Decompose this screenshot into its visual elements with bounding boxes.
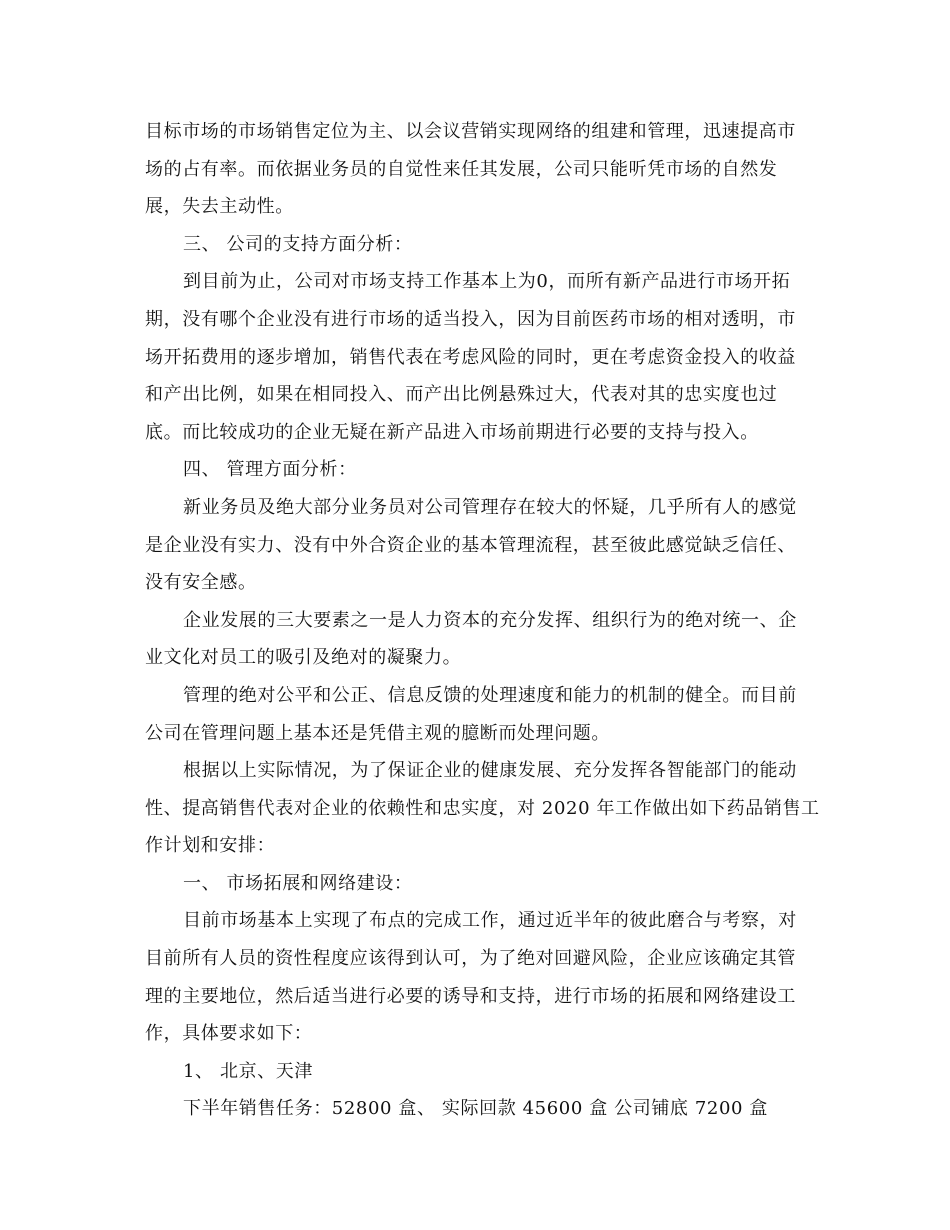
- text-line: 没有安全感。: [145, 572, 257, 594]
- text-line: 目标市场的市场销售定位为主、以会议营销实现网络的组建和管理，迅速提高市: [145, 121, 796, 142]
- text-line: 目前所有人员的资性程度应该得到认可，为了绝对回避风险，企业应该确定其管: [145, 948, 796, 970]
- text-line: 展，失去主动性。: [145, 196, 294, 218]
- section-heading-market-expansion: 一、 市场拓展和网络建设：: [183, 872, 413, 894]
- text-line: 性、提高销售代表对企业的依赖性和忠实度，对 2020 年工作做出如下药品销售工: [145, 797, 820, 819]
- text-line: 理的主要地位，然后适当进行必要的诱导和支持，进行市场的拓展和网络建设工: [145, 985, 796, 1007]
- text-line: 公司在管理问题上基本还是凭借主观的臆断而处理问题。: [145, 722, 610, 744]
- text-line: 作计划和安排：: [145, 835, 276, 857]
- text-line: 管理的绝对公平和公正、信息反馈的处理速度和能力的机制的健全。而目前: [183, 684, 797, 706]
- text-line: 期，没有哪个企业没有进行市场的适当投入，因为目前医药市场的相对透明，市: [145, 308, 796, 330]
- text-line: 底。而比较成功的企业无疑在新产品进入市场前期进行必要的支持与投入。: [145, 421, 759, 443]
- section-heading-support: 三、 公司的支持方面分析：: [183, 233, 413, 255]
- document-body: [145, 113, 820, 1128]
- text-line: 新业务员及绝大部分业务员对公司管理存在较大的怀疑，几乎所有人的感觉: [183, 496, 797, 518]
- subsection-heading-beijing-tianjin: 1、 北京、天津: [183, 1060, 313, 1082]
- text-line: 企业发展的三大要素之一是人力资本的充分发挥、组织行为的绝对统一、企: [183, 609, 797, 631]
- text-line: 目前市场基本上实现了布点的完成工作，通过近半年的彼此磨合与考察，对: [183, 910, 797, 932]
- section-heading-management: 四、 管理方面分析：: [183, 459, 357, 481]
- sales-target-line: 下半年销售任务：52800 盒、 实际回款 45600 盒 公司铺底 7200 盒: [183, 1098, 768, 1120]
- text-line: 业文化对员工的吸引及绝对的凝聚力。: [145, 647, 462, 669]
- text-line: 到目前为止，公司对市场支持工作基本上为0，而所有新产品进行市场开拓: [183, 271, 791, 293]
- text-line: 根据以上实际情况，为了保证企业的健康发展、充分发挥各智能部门的能动: [183, 760, 797, 782]
- text-line: 场的占有率。而依据业务员的自觉性来任其发展，公司只能听凭市场的自然发: [145, 158, 778, 180]
- text-line: 是企业没有实力、没有中外合资企业的基本管理流程，甚至彼此感觉缺乏信任、: [145, 534, 796, 556]
- text-line: 作，具体要求如下：: [145, 1023, 313, 1045]
- text-line: 场开拓费用的逐步增加，销售代表在考虑风险的同时，更在考虑资金投入的收益: [145, 346, 796, 368]
- text-line: 和产出比例，如果在相同投入、而产出比例悬殊过大，代表对其的忠实度也过: [145, 384, 778, 406]
